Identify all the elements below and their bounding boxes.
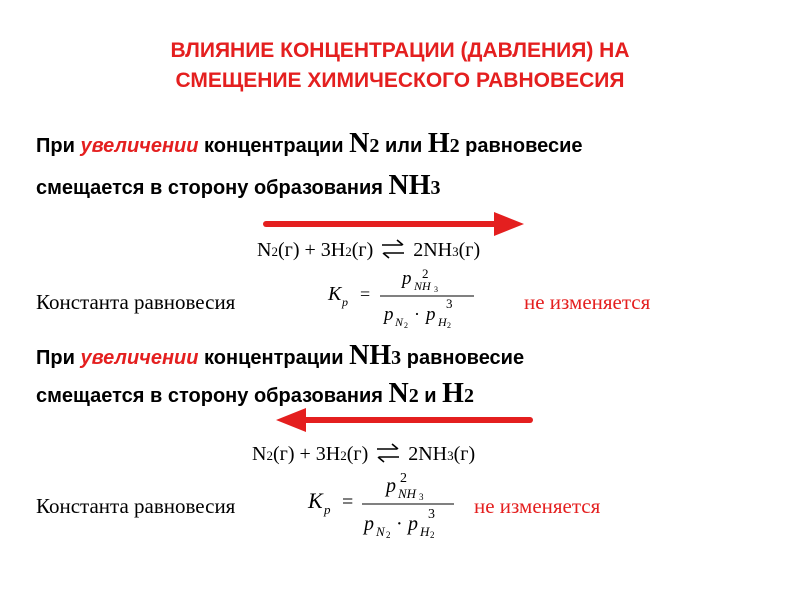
section2-line1: При увеличении концентрации NH3 равновесие — [36, 340, 525, 371]
svg-text:p: p — [384, 304, 394, 325]
svg-text:p: p — [324, 502, 331, 517]
svg-text:p: p — [364, 513, 374, 535]
species-n2: N2 — [349, 128, 380, 159]
svg-text:=: = — [342, 491, 354, 513]
svg-text:NH: NH — [398, 486, 417, 501]
section2-emphasis: увеличении — [80, 347, 199, 369]
svg-text:p: p — [386, 475, 396, 497]
kp-symbol: K — [328, 283, 342, 305]
title-line-1: ВЛИЯНИЕ КОНЦЕНТРАЦИИ (ДАВЛЕНИЯ) НА — [170, 39, 630, 62]
svg-text:2: 2 — [404, 321, 408, 330]
equilibrium-arrows-icon — [373, 442, 403, 464]
svg-text:3: 3 — [428, 507, 435, 522]
section2-line2: смещается в сторону образования N2 и H2 — [36, 378, 474, 409]
title-line-2: СМЕЩЕНИЕ ХИМИЧЕСКОГО РАВНОВЕСИЯ — [175, 69, 625, 92]
section1-line2: смещается в сторону образования NH3 — [36, 170, 441, 201]
svg-text:p: p — [402, 268, 412, 289]
svg-text:2: 2 — [430, 530, 435, 540]
svg-text:NH: NH — [414, 279, 431, 293]
svg-text:3: 3 — [419, 492, 424, 502]
equation-2: N2(г) + 3H2(г) 2NH3(г) — [252, 443, 476, 465]
svg-text:3: 3 — [446, 296, 453, 311]
status-no-change-2: не изменяется — [474, 494, 601, 518]
product-h2: H2 — [442, 378, 474, 409]
svg-text:=: = — [360, 284, 371, 304]
svg-text:N: N — [395, 315, 404, 329]
species-nh3: NH3 — [349, 340, 402, 371]
product-nh3: NH3 — [388, 170, 441, 201]
svg-text:2: 2 — [386, 530, 391, 540]
equation-1: N2(г) + 3H2(г) 2NH3(г) — [257, 239, 481, 261]
svg-text:p: p — [342, 295, 348, 309]
svg-text:H: H — [420, 524, 430, 539]
section1-line1: При увеличении концентрации N2 или H2 равновесие — [36, 128, 583, 159]
svg-text:·: · — [396, 513, 403, 535]
kp-symbol: K — [308, 488, 323, 513]
svg-text:3: 3 — [434, 285, 438, 294]
status-no-change-1: не изменяется — [524, 290, 651, 314]
svg-text:2: 2 — [400, 471, 407, 486]
svg-text:2: 2 — [422, 266, 429, 281]
constant-label-1: Константа равновесия — [36, 290, 236, 314]
svg-text:p: p — [426, 304, 436, 325]
constant-label-2: Константа равновесия — [36, 494, 236, 518]
svg-text:p: p — [408, 513, 418, 535]
svg-text:2: 2 — [447, 321, 451, 330]
kp-formula-2 — [302, 468, 472, 548]
svg-text:N: N — [376, 524, 385, 539]
svg-text:·: · — [414, 304, 420, 324]
section1-emphasis: увеличении — [80, 135, 199, 157]
species-h2: H2 — [427, 128, 460, 159]
svg-text:H: H — [438, 315, 447, 329]
product-n2: N2 — [388, 378, 419, 409]
